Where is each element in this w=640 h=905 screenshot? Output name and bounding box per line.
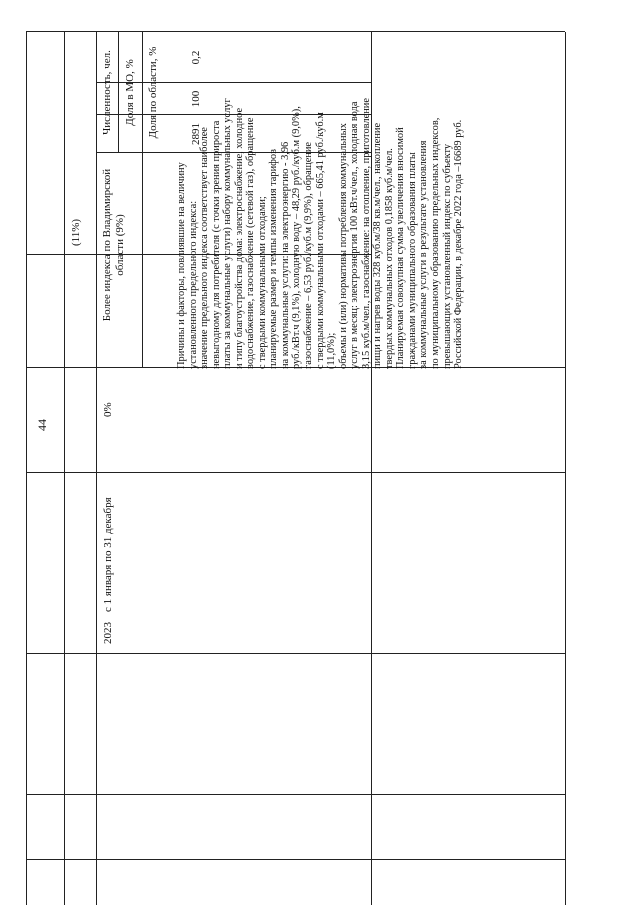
reasons-line: платы за коммунальные услуги) набору коммунальных услуг [222,98,234,369]
reasons-text [176,98,465,369]
reasons-line: и типу благоустройства дома: электроснабжение, холодное [233,107,245,369]
year-cell: 2023 [102,622,114,644]
reasons-line: превышающих установленный индекс по субъекту [441,143,453,369]
reasons-line: твердых коммунальных отходов 0,1858 куб.м/чел. [383,148,395,369]
table-line [96,32,97,905]
reasons-line: на коммунальные услуги: на электроэнергию - 3,96 [279,141,291,369]
reasons-line: гражданами муниципального образования платы [406,152,418,369]
reasons-line: с твердыми коммунальными отходами – 665,41 руб./куб.м [314,112,326,369]
share-region-label: Доля по области, % [147,46,159,139]
reasons-line: 3,15 куб.м/чел., газоснабжение: на отопление, приготовление [360,98,372,369]
reasons-line: Планируемая совокупная сумма увеличения вносимой [395,127,407,369]
population-label: Численность, чел. [101,50,113,135]
reasons-line: невыгодному для потребителя (с точки зрения прироста [210,120,222,369]
reasons-line: с твердыми коммунальными отходами; [256,196,268,369]
reasons-line: по муниципальному образованию предельных индексов, [430,117,442,369]
reasons-line: объемы и (или) нормативы потребления коммунальных [337,123,349,369]
table-line [26,32,27,905]
table-line [26,794,565,795]
exceed-index-label: Более индекса по Владимирской области (9%) [101,168,126,322]
population-value: 2891 [190,123,202,145]
reasons-line: услуг в месяц: электроэнергия 100 кВт.ч/чел., холодная вода [349,101,361,369]
reasons-line: за коммунальные услуги в результате установления [418,140,430,369]
reasons-line: (11,0%); [326,332,338,369]
period-cell: с 1 января по 31 декабря [102,497,114,612]
reasons-line: планируемые размер и темпы изменения тарифов [268,149,280,369]
share-mo-value: 100 [190,90,202,108]
reasons-line: водоснабжение, газоснабжение (сетевой газ), обращение [245,117,257,369]
reasons-line: значение предельного индекса соответствует наиболее [199,127,211,369]
page-number: 44 [35,419,49,431]
table-line [565,32,566,905]
share-region-value: 0,2 [190,50,202,65]
table-line [118,32,119,153]
table-line [26,472,565,473]
reasons-line: Российской Федерации, в декабре 2022 года –16689 руб. [453,119,465,369]
reasons-line: газоснабжение – 6,53 руб./куб.м (9,9%), обращение [303,141,315,369]
table-line [64,32,65,905]
reasons-line: установленного предельного индекса: [187,200,199,369]
share-mo-label: Доля в МО, % [124,59,136,126]
reasons-line: руб./кВт.ч (9,1%), холодную воду – 48,29 руб./куб.м (9,0%), [291,106,303,369]
table-line [26,859,565,860]
value-cell: 0% [102,402,114,417]
percent-note: (11%) [70,218,82,247]
table-line [96,82,371,83]
reasons-line: Причины и факторы, повлиявшие на величину [176,162,187,369]
reasons-line: пищи и нагрев воды 328 куб.м/38 кв.м/чел., накопление [372,122,384,369]
